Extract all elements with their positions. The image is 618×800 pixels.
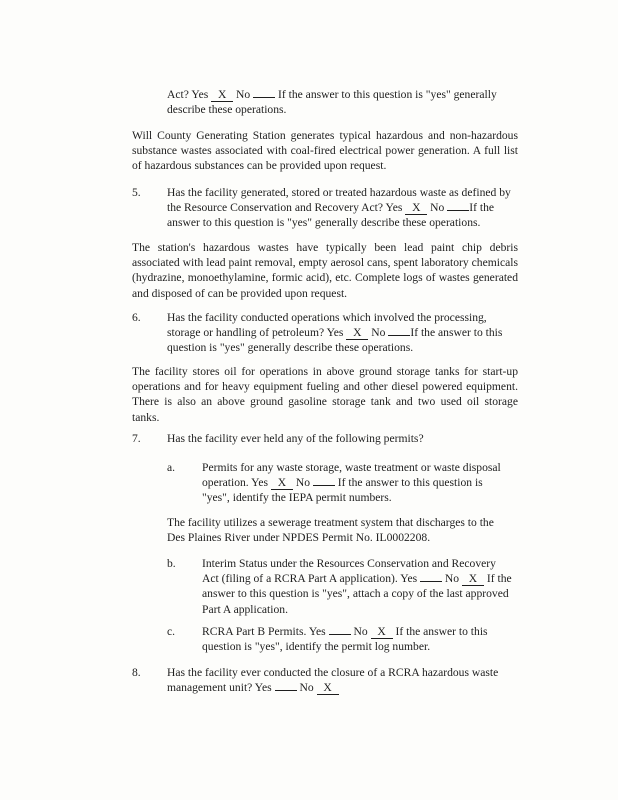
yes-answer-mark: X [405, 202, 427, 215]
question-text: Has the facility conducted operations which involved the processing, storage or handling of petroleum? Yes [167, 311, 487, 340]
question-text: No [296, 681, 317, 695]
question-7a [202, 460, 502, 506]
question-text: No [368, 326, 389, 340]
answer-paragraph-hazardous-wastes: The station's hazardous wastes have typically been lead paint chip debris associated with lead paint removal, empty aerosol cans, spent laboratory chemicals (hydrazine, monoethylamine, formic acid), etc. Complete logs of wastes generated and disposed of can be provided upon request. [132, 241, 518, 300]
no-answer-mark: X [462, 573, 484, 586]
question-5 [167, 185, 518, 231]
question-8-number: 8. [132, 666, 141, 679]
question-7-number: 7. [132, 432, 141, 445]
yes-answer-mark: X [271, 477, 293, 490]
yes-answer-mark: X [346, 327, 368, 340]
yes-answer-blank [275, 690, 297, 691]
question-7b-letter: b. [167, 557, 176, 570]
answer-paragraph-npdes-permit: The facility utilizes a sewerage treatment system that discharges to the Des Plaines River under NPDES Permit No. IL0002208. [167, 516, 494, 545]
question-text: Has the facility ever conducted the closure of a RCRA hazardous waste management unit? Yes [167, 666, 499, 695]
question-6 [167, 310, 518, 356]
question-text: RCRA Part B Permits. Yes [202, 625, 329, 638]
question-4-continuation [167, 87, 512, 117]
answer-paragraph-oil-storage: The facility stores oil for operations in above ground storage tanks for start-up operations and for heavy equipment fueling and other diesel powered equipment. There is also an above ground gasoline storage tank and two used oil storage tanks. [132, 365, 518, 424]
question-6-number: 6. [132, 311, 141, 324]
no-answer-mark: X [317, 682, 339, 695]
question-7b [202, 556, 512, 617]
question-text: Act? Yes [167, 88, 212, 101]
answer-paragraph-hazardous-substances: Will County Generating Station generates typical hazardous and non-hazardous substance wastes associated with coal-fired electrical power generation. A full list of hazardous substances can be provided upon request. [132, 129, 518, 173]
question-text: If the answer to this question is "yes", identify the permit log number. [202, 625, 488, 654]
question-text: No [292, 476, 313, 490]
question-5-number: 5. [132, 186, 141, 199]
question-text: Has the facility generated, stored or treated hazardous waste as defined by the Resource Conservation and Recovery Act? Yes [167, 186, 511, 215]
yes-answer-blank [420, 581, 442, 582]
question-text: If the answer to this question is "yes", identify the IEPA permit numbers. [202, 476, 483, 505]
question-text: No [350, 625, 371, 638]
yes-answer-mark: X [211, 89, 233, 102]
question-text: If the answer to this question is "yes", attach a copy of the last approved Part A application. [202, 572, 512, 616]
question-text: No [442, 572, 462, 586]
question-7: Has the facility ever held any of the following permits? [167, 432, 424, 445]
no-answer-blank [447, 210, 469, 211]
yes-answer-blank [329, 634, 351, 635]
question-text: No [427, 201, 448, 215]
no-answer-blank [253, 97, 275, 98]
question-text: Permits for any waste storage, waste treatment or waste disposal operation. Yes [202, 461, 501, 490]
question-text: No [233, 88, 254, 101]
question-text: If the answer to this question is "yes" generally describe these operations. [167, 88, 497, 117]
no-answer-blank [388, 335, 410, 336]
question-8 [167, 665, 502, 695]
question-7a-letter: a. [167, 461, 176, 474]
question-text: If the answer to this question is "yes" generally describe these operations. [167, 201, 495, 230]
question-text: Interim Status under the Resources Conservation and Recovery Act (filing of a RCRA Part A application). Yes [202, 557, 496, 586]
question-text: If the answer to this question is "yes" generally describe these operations. [167, 326, 503, 355]
question-7c-letter: c. [167, 625, 176, 638]
no-answer-blank [313, 485, 335, 486]
no-answer-mark: X [371, 626, 393, 639]
question-7c [202, 624, 502, 654]
